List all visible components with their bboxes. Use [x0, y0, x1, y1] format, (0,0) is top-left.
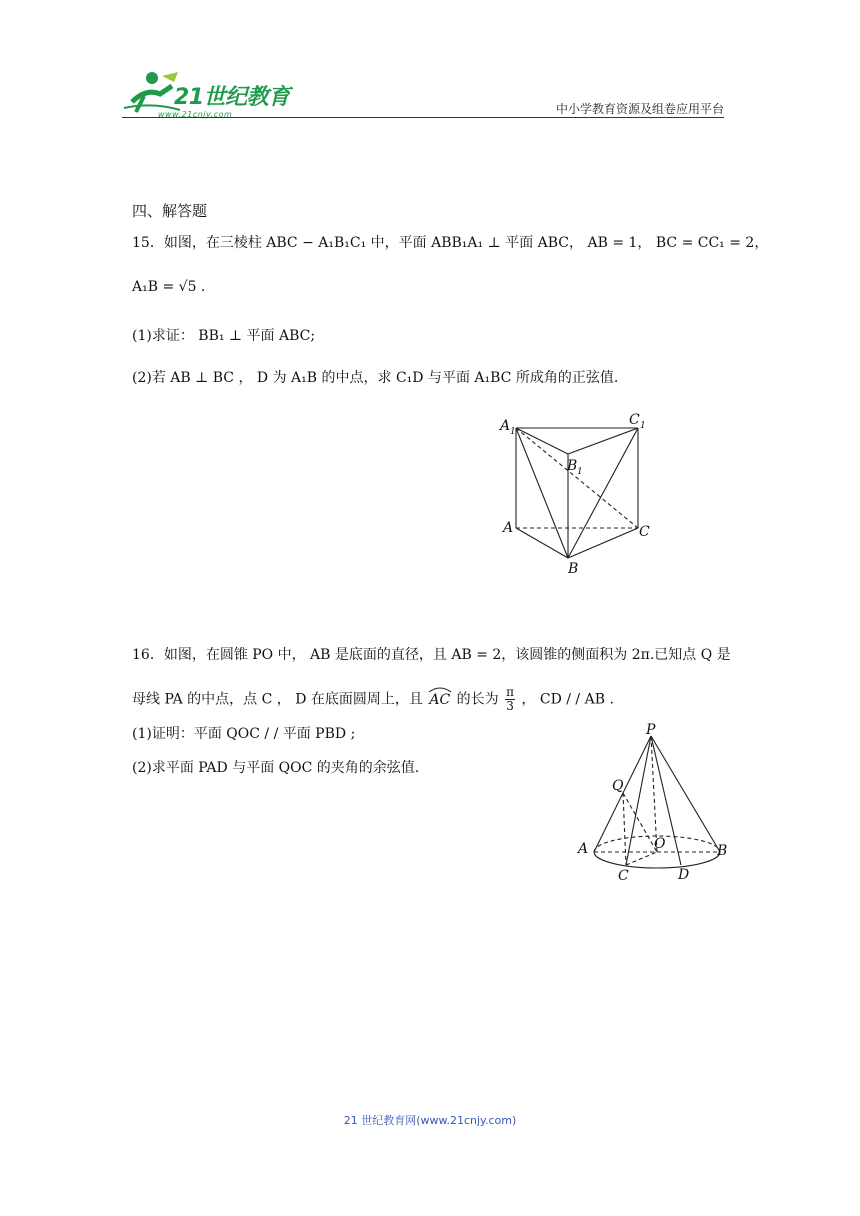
label-a1-sub: 1	[510, 427, 516, 437]
q15-line2: A₁B = √5 .	[132, 279, 206, 295]
logo-text: 21世纪教育	[174, 85, 290, 110]
q16-part1: (1)证明：平面 QOC / / 平面 PBD ;	[132, 726, 356, 742]
label-a: A	[503, 520, 514, 536]
label-c: C	[639, 524, 650, 540]
label-q: Q	[612, 778, 624, 794]
label-c: C	[618, 868, 629, 884]
logo-url: www.21cnjy.com	[158, 110, 233, 119]
arc-ac: AC	[429, 690, 450, 710]
q16-part2: (2)求平面 PAD 与平面 QOC 的夹角的余弦值.	[132, 760, 420, 776]
page-header	[122, 62, 724, 120]
q16-line2c: ， CD / / AB .	[521, 691, 614, 708]
runner-logo-icon	[122, 68, 182, 116]
q16-line2a: 母线 PA 的中点，点 C ， D 在底面圆周上，且	[132, 691, 423, 708]
label-c1: C	[629, 412, 640, 428]
q15-part1: (1)求证： BB₁ ⊥ 平面 ABC;	[132, 328, 316, 344]
label-c1-sub: 1	[640, 421, 646, 431]
page-footer: 21 世纪教育网(www.21cnjy.com)	[343, 1114, 517, 1127]
q16-line2	[132, 686, 614, 713]
label-a: A	[578, 841, 589, 857]
q16-line1: 16．如图，在圆锥 PO 中， AB 是底面的直径，且 AB = 2，该圆锥的侧面积为 2π.已知点 Q 是	[132, 647, 731, 663]
prism-figure	[495, 408, 665, 578]
platform-name: 中小学教育资源及组卷应用平台	[555, 102, 724, 116]
q15-part2: (2)若 AB ⊥ BC ， D 为 A₁B 的中点，求 C₁D 与平面 A₁BC 所成角的正弦值.	[132, 370, 619, 386]
label-b1: B	[567, 458, 578, 474]
label-a1: A	[500, 418, 511, 434]
label-b: B	[568, 561, 579, 577]
fraction-pi-3: $\frac{\pi}{3}$	[506, 685, 514, 713]
arc-mark-icon	[428, 686, 452, 693]
q15-line1: 15．如图，在三棱柱 ABC − A₁B₁C₁ 中，平面 ABB₁A₁ ⊥ 平面 ABC， AB = 1， BC = CC₁ = 2，	[132, 235, 769, 251]
label-o: O	[654, 836, 666, 852]
label-b: B	[717, 843, 728, 859]
cone-figure	[574, 722, 734, 887]
logo	[122, 68, 292, 119]
q16-line2b: 的长为	[456, 691, 499, 708]
label-b1-sub: 1	[577, 467, 583, 477]
label-d: D	[678, 867, 690, 883]
label-p: P	[646, 722, 656, 738]
header-divider	[122, 117, 724, 118]
section-title: 四、解答题	[132, 202, 208, 220]
